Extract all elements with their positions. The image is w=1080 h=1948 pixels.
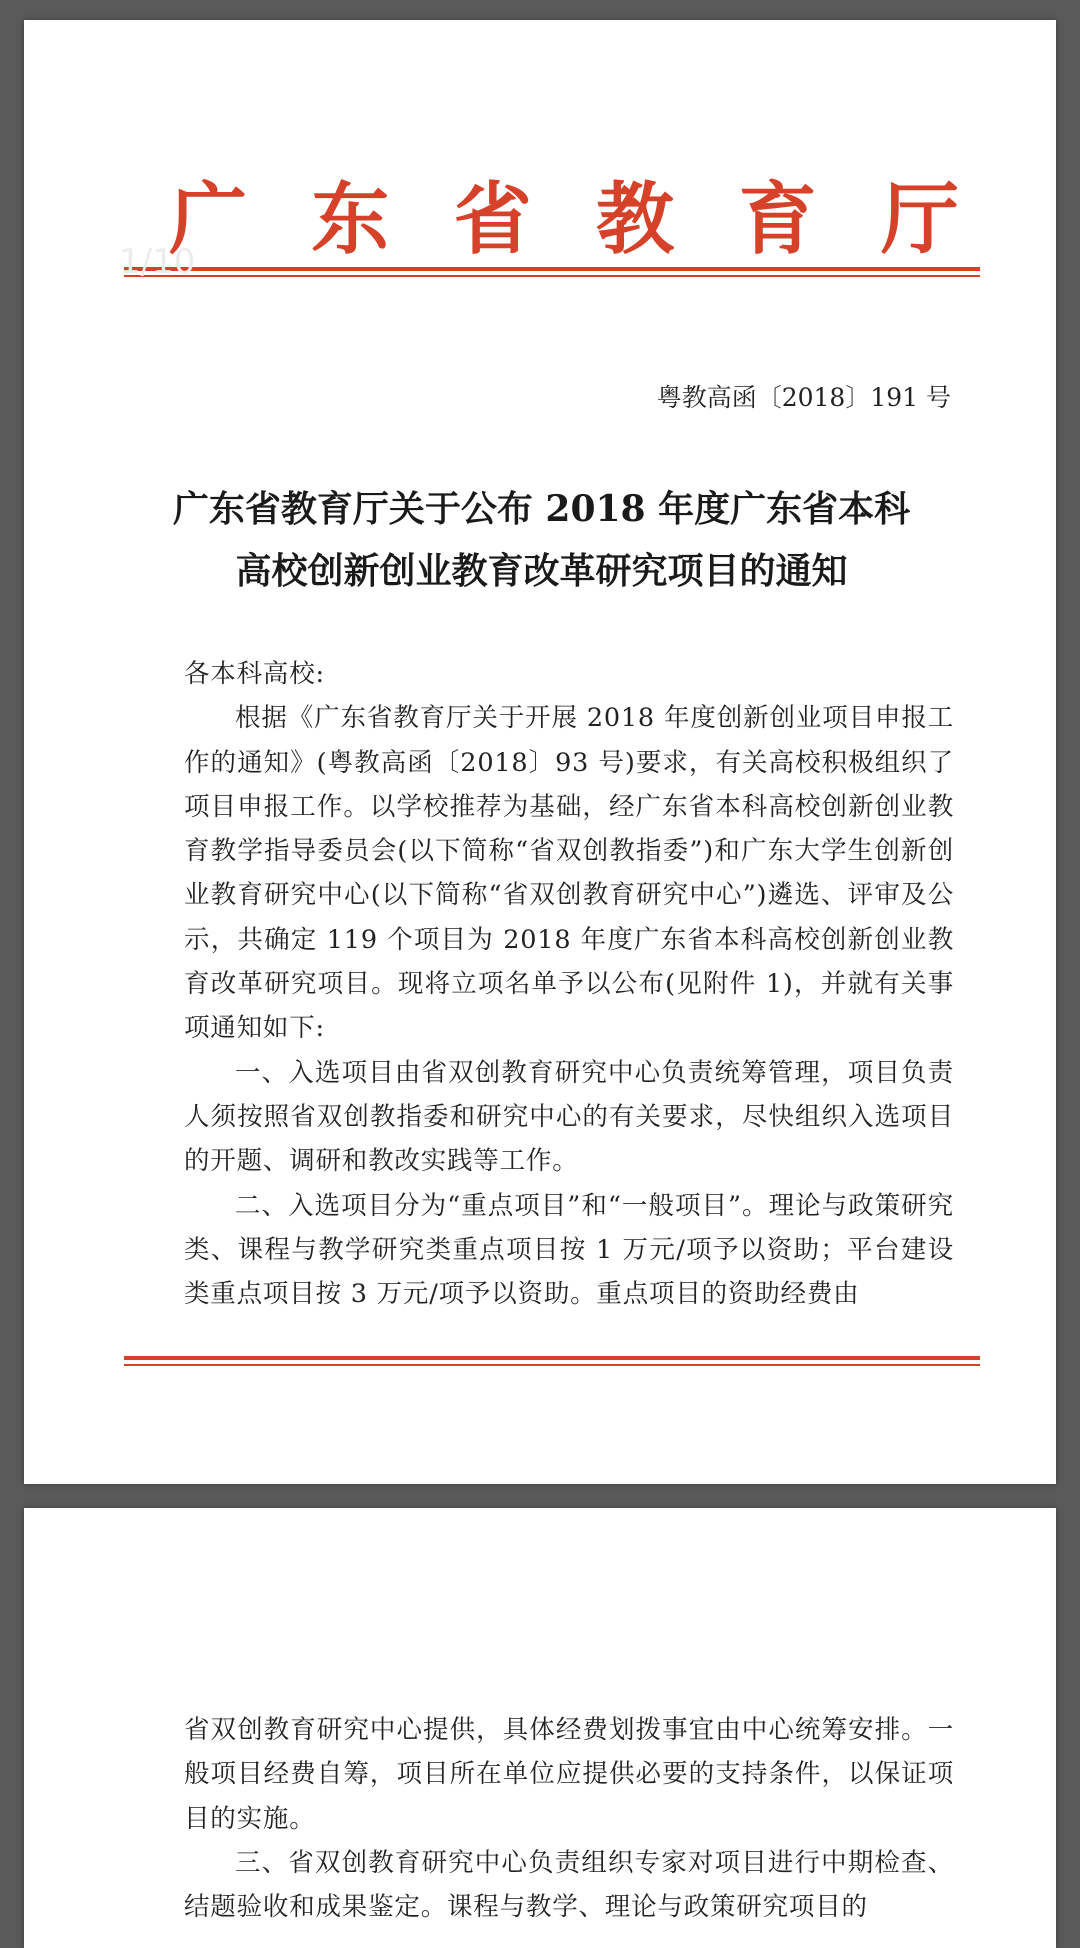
document-number: 粤教高函〔2018〕191 号 — [656, 383, 951, 412]
body-paragraph: 根据《广东省教育厅关于开展 2018 年度创新创业项目申报工作的通知》(粤教高函〔2018〕93 号)要求，有关高校积极组织了项目申报工作。以学校推荐为基础，经广东省本科高校创新创业教育教学指导委员会(以下简称“省双创教指委”)和广东大学生创新创业教育研究中心(以下简称“省双创教育研究中心”)遴选、评审及公示，共确定 119 个项目为 2018 年度广东省本科高校创新创业教育改革研究项目。现将立项名单予以公布(见附件 1)，并就有关事项通知如下: — [184, 703, 954, 1044]
letterhead-char: 东 — [311, 175, 390, 265]
letterhead-char: 教 — [596, 175, 675, 265]
title-line-2: 高校创新创业教育改革研究项目的通知 — [235, 550, 848, 592]
letterhead-char: 厅 — [880, 175, 959, 265]
document-page-1 — [24, 20, 1056, 1484]
footer-rule-thin — [124, 1364, 980, 1366]
page-counter-overlay: 1/10 — [119, 242, 196, 282]
body-paragraph: 二、入选项目分为“重点项目”和“一般项目”。理论与政策研究类、课程与教学研究类重点项目按 1 万元/项予以资助；平台建设类重点项目按 3 万元/项予以资助。重点项目的资助经费由 — [184, 1190, 954, 1310]
footer-rule-thick — [124, 1356, 980, 1360]
body-paragraph: 三、省双创教育研究中心负责组织专家对项目进行中期检查、结题验收和成果鉴定。课程与教学、理论与政策研究项目的 — [184, 1847, 954, 1923]
letterhead-title — [169, 170, 959, 270]
document-title — [124, 478, 959, 602]
letterhead-rule-thin — [124, 275, 980, 277]
body-paragraph: 一、入选项目由省双创教育研究中心负责统筹管理，项目负责人须按照省双创教指委和研究中心的有关要求，尽快组织入选项目的开题、调研和教改实践等工作。 — [184, 1057, 954, 1177]
body-paragraph: 省双创教育研究中心提供，具体经费划拨事宜由中心统筹安排。一般项目经费自筹，项目所在单位应提供必要的支持条件，以保证项目的实施。 — [184, 1715, 954, 1834]
document-page-2 — [24, 1508, 1056, 1948]
title-line-1: 广东省教育厅关于公布 2018 年度广东省本科 — [172, 488, 911, 530]
document-body — [184, 652, 954, 1316]
letterhead-char: 育 — [738, 175, 817, 265]
salutation: 各本科高校: — [184, 659, 325, 689]
letterhead-rule-thick — [124, 267, 980, 271]
letterhead-char: 广 — [169, 175, 248, 265]
letterhead-char: 省 — [453, 175, 532, 265]
document-body — [184, 1708, 954, 1929]
